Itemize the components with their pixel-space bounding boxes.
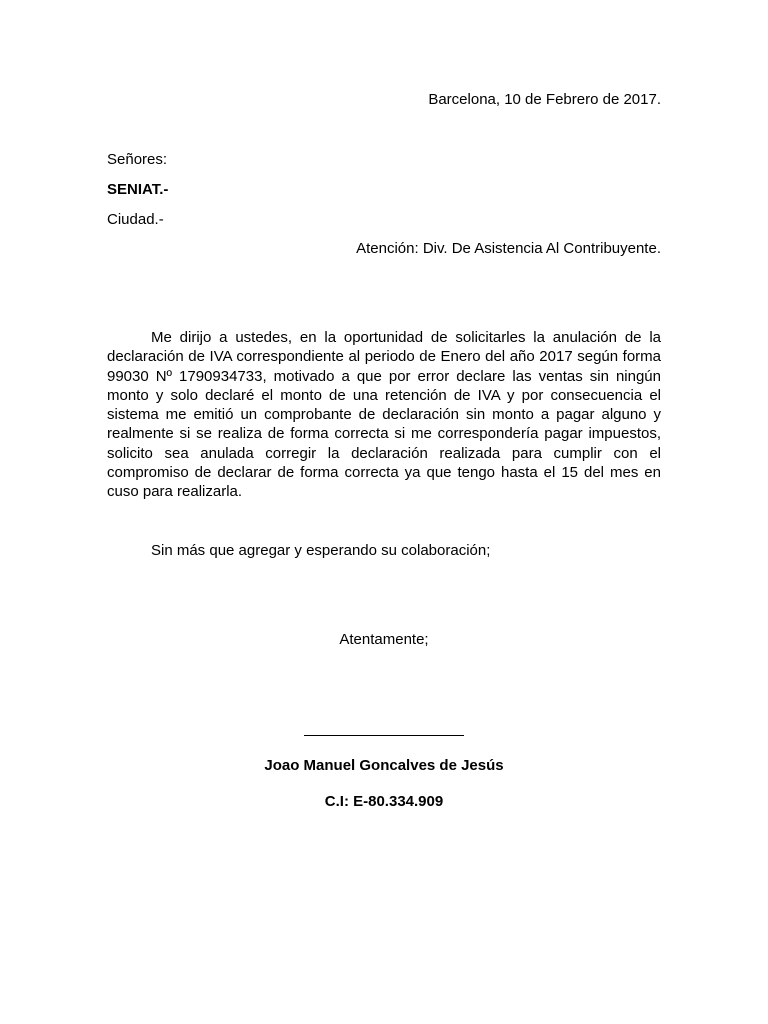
date-line: Barcelona, 10 de Febrero de 2017. [428, 91, 661, 108]
attention-line: Atención: Div. De Asistencia Al Contribuyente. [356, 240, 661, 257]
city-line: Ciudad.- [107, 211, 164, 228]
sign-off: Atentamente; [339, 631, 429, 648]
greeting: Señores: [107, 151, 168, 168]
signer-name: Joao Manuel Goncalves de Jesús [264, 757, 504, 774]
closing-phrase: Sin más que agregar y esperando su colaboración; [151, 542, 491, 559]
recipient: SENIAT.- [107, 181, 169, 198]
signer-id: C.I: E-80.334.909 [324, 793, 444, 810]
body-paragraph: Me dirijo a ustedes, en la oportunidad de solicitarles la anulación de la declaración de IVA correspondiente al periodo de Enero del año 2017 según forma 99030 Nº 1790934733, motivado a que por error declare las ventas sin ningún monto y solo declaré el monto de una retención de IVA y por consecuencia el sistema me emitió un comprobante de declaración sin monto a pagar alguno y realmente si se realiza de forma correcta si me correspondería pagar impuestos, solicito sea anulada corregir la declaración realizada para cumplir con el compromiso de declarar de forma correcta ya que tengo hasta el 15 del mes en cuso para realizarla. [107, 329, 661, 501]
signature-line [304, 735, 464, 736]
